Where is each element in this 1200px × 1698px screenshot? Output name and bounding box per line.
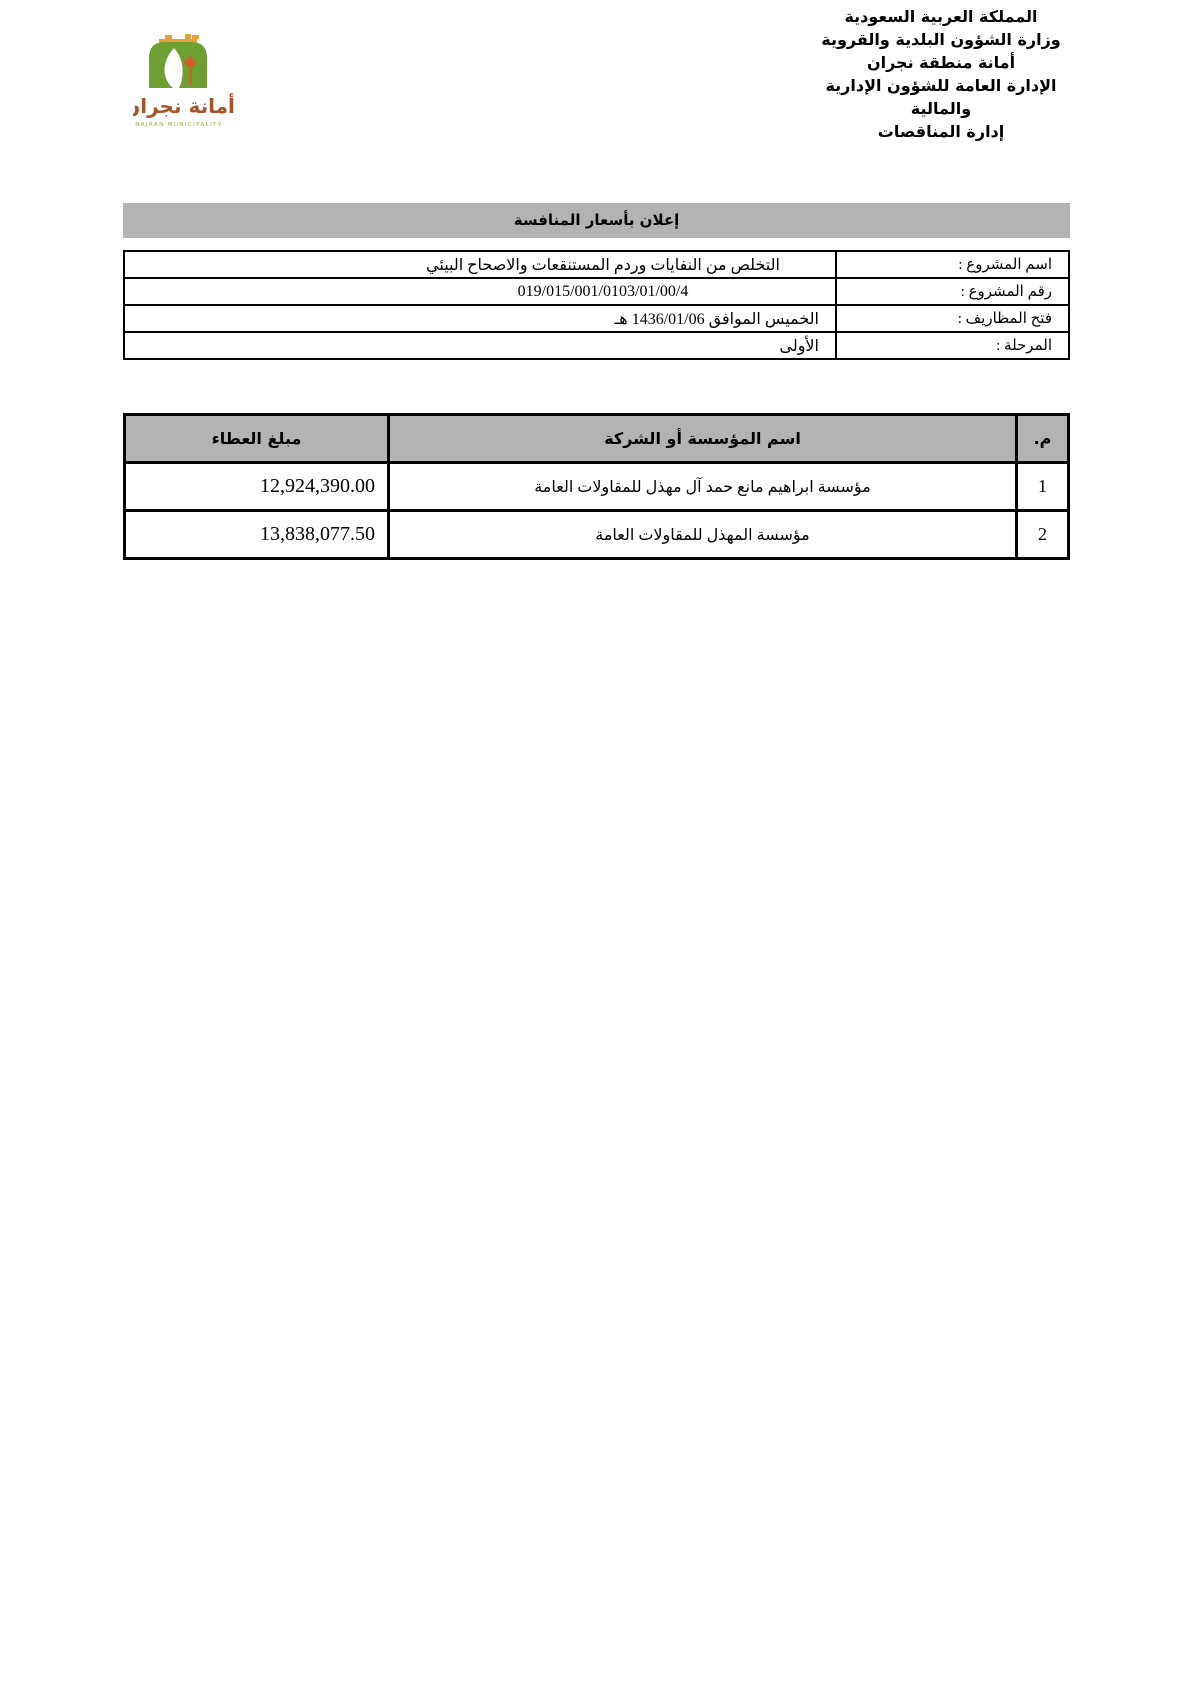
table-row	[125, 463, 1069, 511]
table-row	[125, 511, 1069, 559]
table-row	[124, 332, 1069, 359]
letterhead-line-tenders-dept: إدارة المناقصات	[877, 122, 1005, 141]
letterhead	[755, 5, 1127, 143]
project-number-label: رقم المشروع :	[836, 278, 1069, 305]
announcement-title-bar: إعلان بأسعار المنافسة	[123, 203, 1070, 238]
envelope-opening-value: الخميس الموافق 1436/01/06 هـ	[124, 305, 836, 332]
municipality-logo	[133, 34, 253, 134]
diamond-stem-shape	[189, 69, 191, 85]
bid-amount: 12,924,390.00	[125, 463, 389, 511]
bid-company-name: مؤسسة ابراهيم مانع حمد آل مهذل للمقاولات العامة	[389, 463, 1017, 511]
project-name-label: اسم المشروع :	[836, 251, 1069, 278]
logo-arabic-name: أمانة نجران	[133, 94, 235, 118]
bids-table	[123, 413, 1070, 560]
najran-municipality-logo-icon	[133, 34, 253, 134]
bid-amount: 13,838,077.50	[125, 511, 389, 559]
stage-label: المرحلة :	[836, 332, 1069, 359]
table-row	[124, 305, 1069, 332]
letterhead-line-administration: الإدارة العامة للشؤون الإدارية	[825, 76, 1057, 95]
logo-english-name: NAJRAN MUNICIPALITY	[135, 122, 223, 128]
letterhead-line-municipality: أمانة منطقة نجران	[866, 53, 1016, 72]
project-details-table	[123, 250, 1070, 360]
column-header-amount: مبلغ العطاء	[125, 415, 389, 463]
stage-value: الأولى	[124, 332, 836, 359]
letterhead-line-country: المملكة العربية السعودية	[844, 7, 1038, 26]
letterhead-line-ministry: وزارة الشؤون البلدية والقروية	[821, 30, 1061, 49]
envelope-opening-label: فتح المظاريف :	[836, 305, 1069, 332]
column-header-company: اسم المؤسسة أو الشركة	[389, 415, 1017, 463]
bids-header-row	[125, 415, 1069, 463]
project-number-value: 019/015/001/0103/01/00/4	[124, 278, 836, 305]
table-row	[124, 278, 1069, 305]
bid-index: 2	[1017, 511, 1069, 559]
letterhead-line-financial: والمالية	[910, 99, 972, 118]
bid-company-name: مؤسسة المهذل للمقاولات العامة	[389, 511, 1017, 559]
project-name-value: التخلص من النفايات وردم المستنقعات والاصحاح البيئي	[124, 251, 836, 278]
column-header-index: م.	[1017, 415, 1069, 463]
castle-battlement-right-icon	[185, 34, 191, 40]
table-row	[124, 251, 1069, 278]
bid-index: 1	[1017, 463, 1069, 511]
